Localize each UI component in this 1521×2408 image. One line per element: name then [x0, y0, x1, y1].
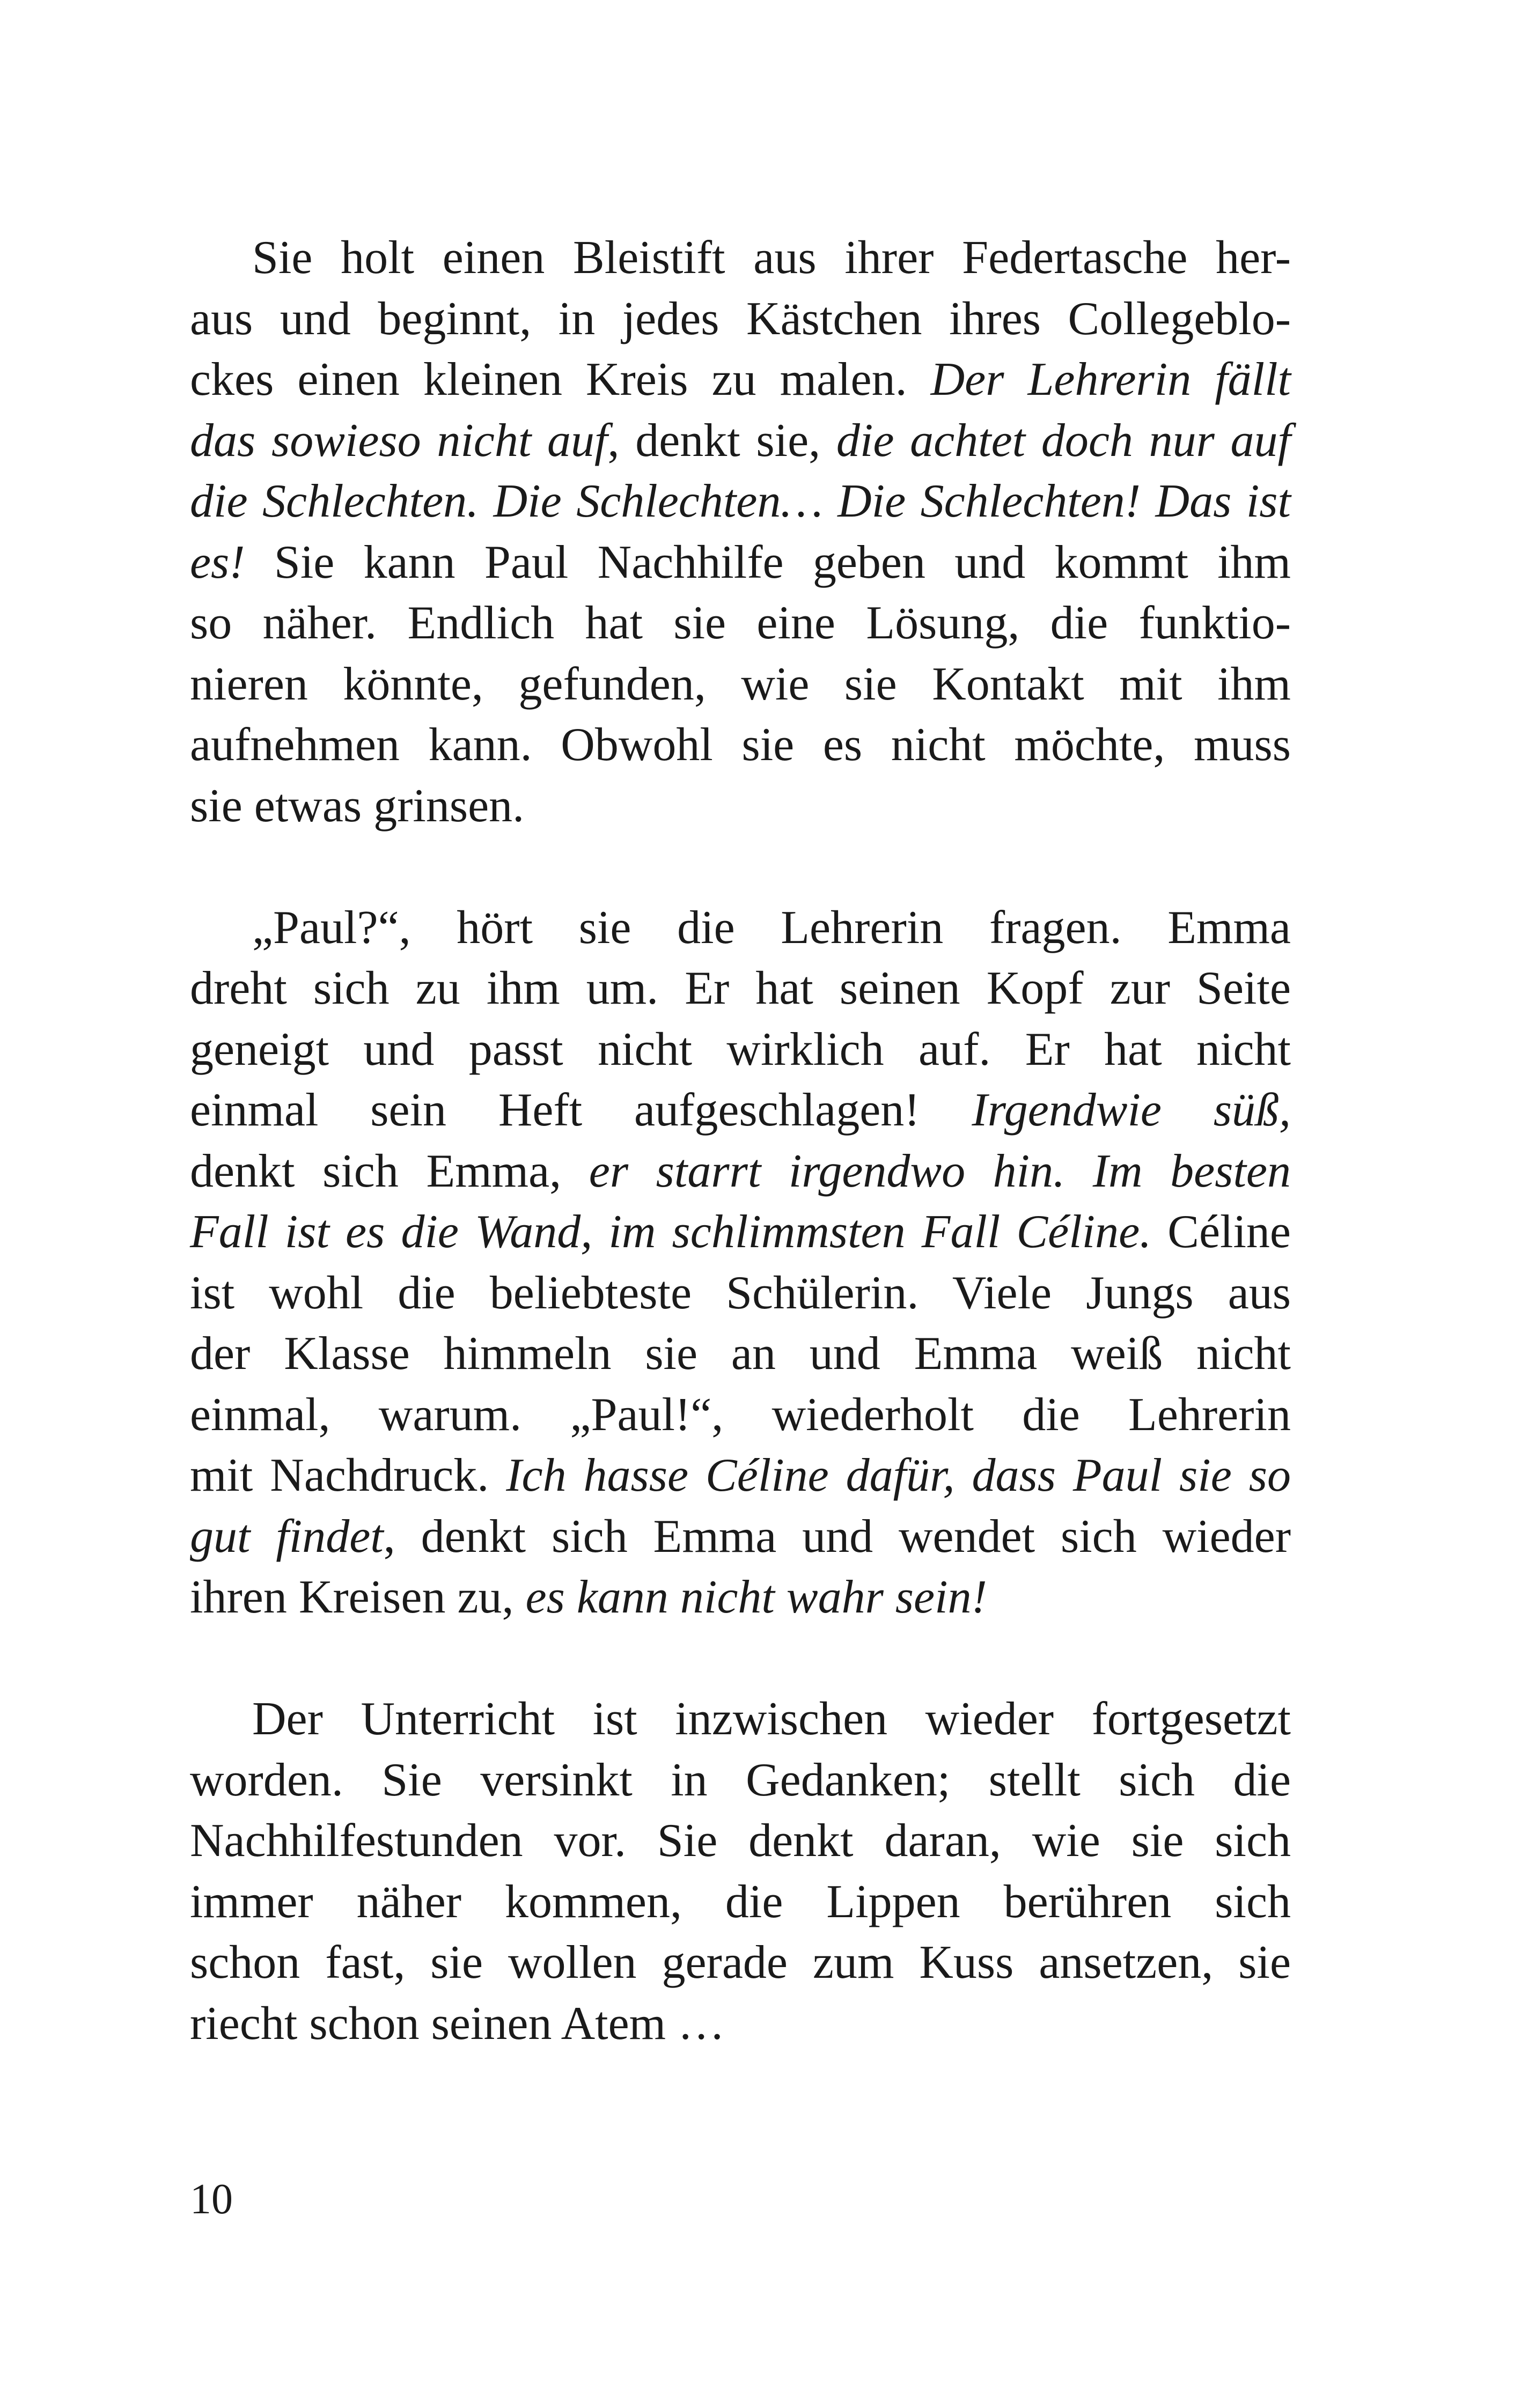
text-run: Der Unterricht ist inzwischen wieder fortgesetzt — [252, 1693, 1291, 1745]
text-line — [190, 471, 1291, 532]
paragraph-gap — [190, 836, 1291, 897]
body-text — [190, 227, 1291, 2054]
text-line — [190, 593, 1291, 654]
text-line — [190, 227, 1291, 289]
paragraph — [190, 227, 1291, 836]
text-line — [190, 1202, 1291, 1263]
text-run: immer näher kommen, die Lippen berühren sich — [190, 1875, 1291, 1928]
text-line — [190, 654, 1291, 715]
text-line — [190, 1506, 1291, 1567]
italic-text: es kann nicht wahr sein! — [525, 1571, 987, 1623]
text-run: ist wohl die beliebteste Schülerin. Viele Jungs aus — [190, 1266, 1291, 1319]
text-line — [190, 1810, 1291, 1872]
text-line — [190, 1567, 1291, 1628]
italic-text: es! — [190, 536, 245, 588]
text-run: , denkt sich Emma und wendet sich wieder — [383, 1510, 1291, 1563]
text-run: schon fast, sie wollen gerade zum Kuss ansetzen, sie — [190, 1936, 1291, 1989]
text-run: aufnehmen kann. Obwohl sie es nicht möchte, muss — [190, 719, 1291, 771]
text-line — [190, 1141, 1291, 1202]
text-line — [190, 1080, 1291, 1141]
text-line — [190, 958, 1291, 1019]
text-run: , denkt sie, — [607, 414, 836, 467]
text-run: aus und beginnt, in jedes Kästchen ihres Collegeblo- — [190, 292, 1291, 345]
text-run: riecht schon seinen Atem … — [190, 1997, 725, 2050]
text-line — [190, 715, 1291, 776]
italic-text: er starrt irgendwo hin. Im besten — [589, 1145, 1291, 1197]
text-line — [190, 1872, 1291, 1933]
text-run: „Paul?“, hört sie die Lehrerin fragen. Emma — [252, 901, 1291, 954]
italic-text: Irgendwie süß, — [972, 1084, 1291, 1136]
text-run: Céline — [1151, 1206, 1291, 1258]
text-line — [190, 1445, 1291, 1506]
text-run: dreht sich zu ihm um. Er hat seinen Kopf zur Seite — [190, 962, 1291, 1014]
text-run: Nachhilfestunden vor. Sie denkt daran, wie sie sich — [190, 1815, 1291, 1867]
text-run: geneigt und passt nicht wirklich auf. Er hat nicht — [190, 1023, 1291, 1076]
text-line — [190, 1385, 1291, 1446]
page-number: 10 — [190, 2176, 233, 2223]
text-run: mit Nachdruck. — [190, 1449, 506, 1501]
text-run: der Klasse himmeln sie an und Emma weiß nicht — [190, 1328, 1291, 1380]
italic-text: Der Lehrerin fällt — [930, 354, 1291, 406]
text-run: ihren Kreisen zu, — [190, 1571, 526, 1623]
text-run: worden. Sie versinkt in Gedanken; stellt sich die — [190, 1754, 1291, 1806]
text-run: einmal sein Heft aufgeschlagen! — [190, 1084, 972, 1136]
text-run: sie etwas grinsen. — [190, 779, 525, 832]
text-line — [190, 532, 1291, 593]
text-line — [190, 289, 1291, 350]
text-line — [190, 1019, 1291, 1080]
text-line — [190, 1750, 1291, 1811]
text-run: nieren könnte, gefunden, wie sie Kontakt mit ihm — [190, 658, 1291, 710]
text-run: denkt sich Emma, — [190, 1145, 589, 1197]
text-run: Sie holt einen Bleistift aus ihrer Federtasche her- — [252, 232, 1291, 284]
text-line — [190, 1689, 1291, 1750]
italic-text: gut findet — [190, 1510, 384, 1563]
text-run: einmal, warum. „Paul!“, wiederholt die Lehrerin — [190, 1388, 1291, 1441]
italic-text: das sowieso nicht auf — [190, 414, 608, 467]
text-line — [190, 410, 1291, 472]
italic-text: Fall ist es die Wand, im schlimmsten Fall Céline. — [190, 1206, 1152, 1258]
text-run: so näher. Endlich hat sie eine Lösung, die funktio- — [190, 597, 1291, 649]
text-line — [190, 897, 1291, 959]
text-run: ckes einen kleinen Kreis zu malen. — [190, 354, 931, 406]
paragraph — [190, 897, 1291, 1628]
italic-text: Ich hasse Céline dafür, dass Paul sie so — [506, 1449, 1291, 1501]
text-line — [190, 349, 1291, 410]
paragraph-gap — [190, 1628, 1291, 1689]
text-line — [190, 1323, 1291, 1385]
text-line — [190, 1932, 1291, 1993]
text-line — [190, 1263, 1291, 1324]
text-line — [190, 776, 1291, 837]
text-line — [190, 1993, 1291, 2054]
italic-text: die Schlechten. Die Schlechten… Die Schlechten! Das ist — [190, 475, 1291, 527]
paragraph — [190, 1689, 1291, 2054]
text-run: Sie kann Paul Nachhilfe geben und kommt ihm — [245, 536, 1291, 588]
italic-text: die achtet doch nur auf — [836, 414, 1291, 467]
